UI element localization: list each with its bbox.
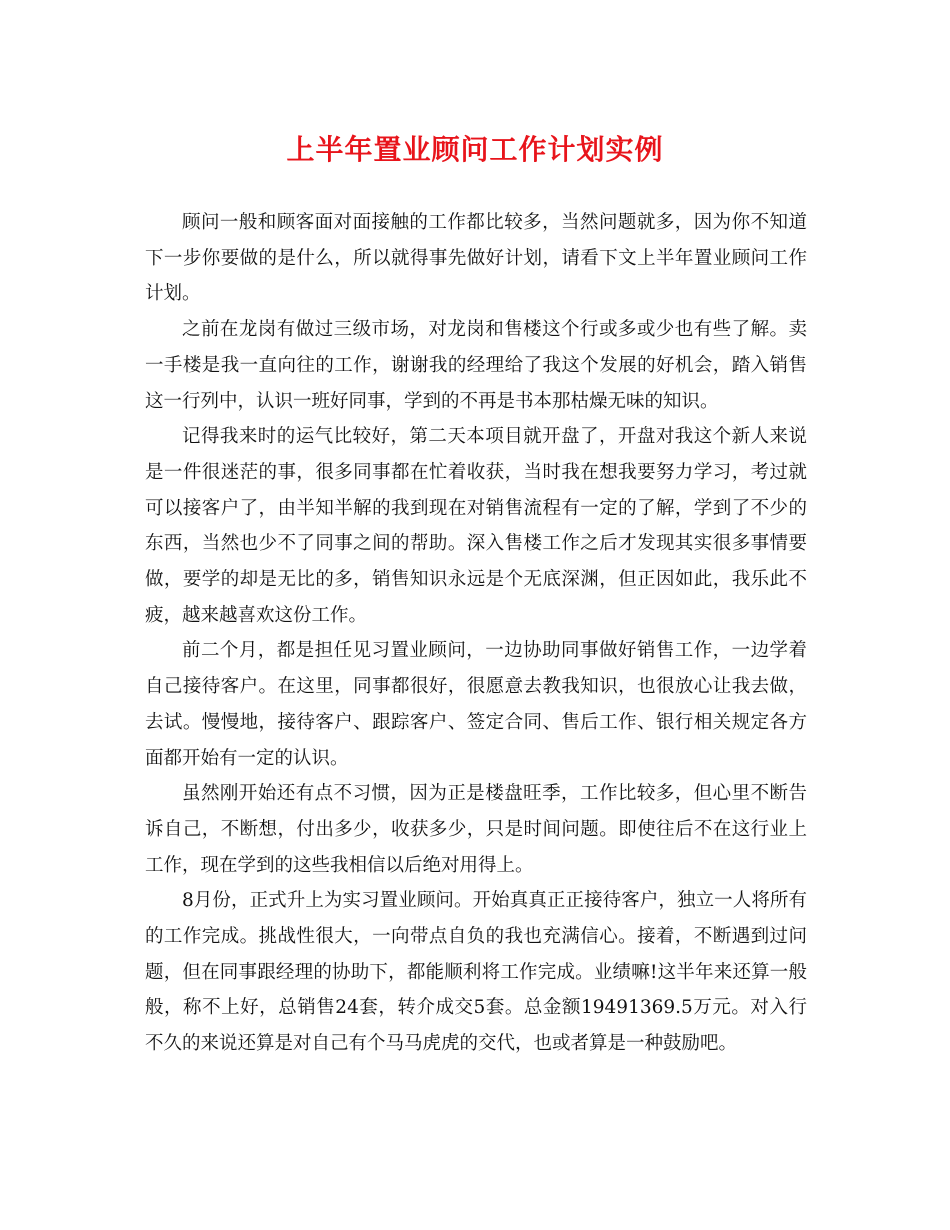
paragraph: 虽然刚开始还有点不习惯，因为正是楼盘旺季，工作比较多，但心里不断告诉自己，不断想，付出多少，收获多少，只是时间问题。即使往后不在这行业上工作，现在学到的这些我相信以后绝对用得上。 [145,783,807,876]
paragraph: 之前在龙岗有做过三级市场，对龙岗和售楼这个行或多或少也有些了解。卖一手楼是我一直向往的工作，谢谢我的经理给了我这个发展的好机会，踏入销售这一行列中，认识一班好同事，学到的不再是书本那枯燥无味的知识。 [145,319,807,412]
paragraph: 前二个月，都是担任见习置业顾问，一边协助同事做好销售工作，一边学着自己接待客户。在这里，同事都很好，很愿意去教我知识，也很放心让我去做，去试。慢慢地，接待客户、跟踪客户、签定合同、售后工作、银行相关规定各方面都开始有一定的认识。 [145,640,807,769]
paragraph: 顾问一般和顾客面对面接触的工作都比较多，当然问题就多，因为你不知道下一步你要做的是什么，所以就得事先做好计划，请看下文上半年置业顾问工作计划。 [145,212,807,305]
document-body [145,205,807,1062]
document-title: 上半年置业顾问工作计划实例 [286,133,664,166]
paragraph: 8月份，正式升上为实习置业顾问。开始真真正正接待客户，独立一人将所有的工作完成。挑战性很大，一向带点自负的我也充满信心。接着，不断遇到过问题，但在同事跟经理的协助下，都能顺利将工作完成。业绩嘛!这半年来还算一般般，称不上好，总销售24套，转介成交5套。总金额19491369.5万元。对入行不久的来说还算是对自己有个马马虎虎的交代，也或者算是一种鼓励吧。 [145,890,807,1055]
paragraph: 记得我来时的运气比较好，第二天本项目就开盘了，开盘对我这个新人来说是一件很迷茫的事，很多同事都在忙着收获，当时我在想我要努力学习，考过就可以接客户了，由半知半解的我到现在对销售流程有一定的了解，学到了不少的东西，当然也少不了同事之间的帮助。深入售楼工作之后才发现其实很多事情要做，要学的却是无比的多，销售知识永远是个无底深渊，但正因如此，我乐此不疲，越来越喜欢这份工作。 [145,426,807,626]
